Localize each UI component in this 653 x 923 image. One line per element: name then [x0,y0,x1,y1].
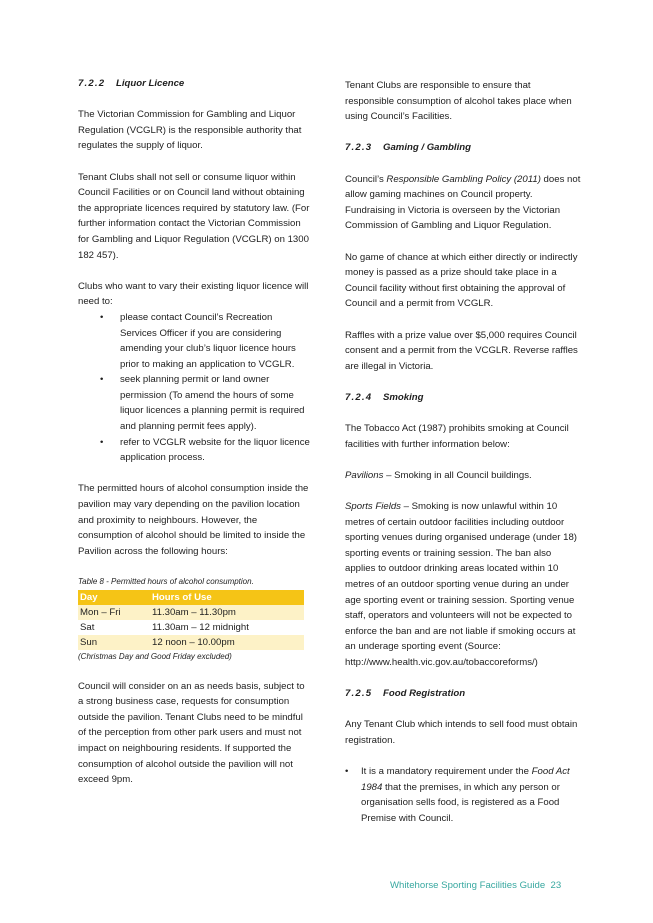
page-number: 23 [550,880,562,891]
text-run: that the premises, in which any person or organisation sells food, is registered as a Food Premise with Council. [361,781,560,824]
section-number: 7.2.4 [345,391,373,403]
paragraph: No game of chance at which either directly or indirectly money is passed as a prize should take place in a Council facility without first obtaining the approval of Council and a permit from VCGLR. [345,251,578,310]
paragraph: The Victorian Commission for Gambling and Liquor Regulation (VCGLR) is the responsible authority that regulates the supply of liquor. [78,109,302,152]
paragraph [345,499,581,671]
table-row [78,605,304,620]
text-run: Council’s [345,173,387,185]
right-column [345,78,581,827]
table-header-row [78,590,304,605]
section-heading-gaming [345,140,581,156]
paragraph: Tenant Clubs shall not sell or consume liquor within Council Facilities or on Council land without obtaining the appropriate licences required by statutory law. (For further information contact the Victorian Commission for Gambling and Liquor Regulation (VCGLR) on 1300 182 457). [78,171,310,261]
text-run: – Smoking in all Council buildings. [383,469,532,481]
paragraph: Any Tenant Club which intends to sell food must obtain registration. [345,719,578,746]
table-cell: Mon – Fri [78,605,150,620]
text-run-emphasis: Pavilions [345,469,384,481]
list-item: • refer to VCGLR website for the liquor licence application process. [78,435,310,466]
section-heading-liquor-licence [78,76,310,92]
table-row [78,620,304,635]
act-name: Food Act 1984 [361,766,570,793]
section-number: 7.2.5 [345,688,373,700]
paragraph: Council will consider on an as needs basis, subject to a strong business case, requests for consumption outside the pavilion. Tenant Clubs need to be mindful of the perception from other park users and must not impact on neighbouring residents. If supported the consumption of alcohol outside the pavilion will not exceed 9pm. [78,680,305,786]
left-column [78,76,310,788]
table-cell: 12 noon – 10.00pm [150,635,304,650]
footer-title: Whitehorse Sporting Facilities Guide [390,880,546,891]
text-run: – Smoking is now unlawful within 10 metres of certain outdoor facilities including outdoor sporting venues during organised underage (under 18) sporting events or training session. The ban also applies to outdoor drinking areas located within 10 metres of an outdoor sporting venue during an under age sporting event or training session. Sporting venue staff, operators and volunteers will not be expected to enforce the ban and are not liable if smoking occurs at an underage sporting event (Source: http://www.health.vic.gov.au/tobaccoreforms/) [345,501,578,668]
table-caption: Table 8 - Permitted hours of alcohol consumption. [78,577,254,586]
bullet-list [345,764,581,826]
section-number: 7.2.3 [345,142,373,154]
section-number: 7.2.2 [78,78,106,89]
section-heading-smoking [345,390,581,406]
table-header-cell: Day [78,590,150,605]
table-cell: Sun [78,635,150,650]
section-title: Food Registration [383,688,466,700]
paragraph: The Tobacco Act (1987) prohibits smoking at Council facilities with further information below: [345,423,569,450]
section-title: Liquor Licence [116,78,185,89]
text-run: It is a mandatory requirement under the [361,766,532,778]
policy-name: Responsible Gambling Policy (2011) [386,173,541,185]
list-item [345,764,581,826]
table-header-cell: Hours of Use [150,590,304,605]
table-cell: 11.30am – 11.30pm [150,605,304,620]
paragraph: Clubs who want to vary their existing liquor licence will need to: [78,280,309,308]
paragraph [345,468,581,484]
page-footer [390,880,561,891]
section-title: Smoking [383,391,424,403]
list-item: • seek planning permit or land owner permission (To amend the hours of some liquor licences a planning permit is required and planning permit fees apply). [78,372,310,434]
paragraph: Tenant Clubs are responsible to ensure that responsible consumption of alcohol takes place when using Council’s Facilities. [345,80,572,123]
paragraph: The permitted hours of alcohol consumption inside the pavilion may vary depending on the pavilion location and proximity to neighbours. However, the consumption of alcohol should be limited to inside the Pavilion across the following hours: [78,483,309,557]
alcohol-hours-table [78,590,304,650]
text-run: does not allow gaming machines on Council property. Fundraising in Victoria is overseen by the Victorian Commission of Gambling and Liquor Regulation. [345,173,581,232]
table-cell: Sat [78,620,150,635]
text-run-emphasis: Sports Fields [345,501,401,513]
section-title: Gaming / Gambling [383,142,471,154]
bullet-list [78,310,310,466]
paragraph [345,172,581,234]
table-row [78,635,304,650]
list-item: • please contact Council’s Recreation Services Officer if you are considering amending your club’s liquor licence hours prior to making an application to VCGLR. [78,310,310,372]
table-note: (Christmas Day and Good Friday excluded) [78,652,232,661]
table-cell: 11.30am – 12 midnight [150,620,304,635]
section-heading-food-registration [345,686,581,702]
paragraph: Raffles with a prize value over $5,000 requires Council consent and a permit from the VCGLR. Reverse raffles are illegal in Victoria. [345,329,578,372]
